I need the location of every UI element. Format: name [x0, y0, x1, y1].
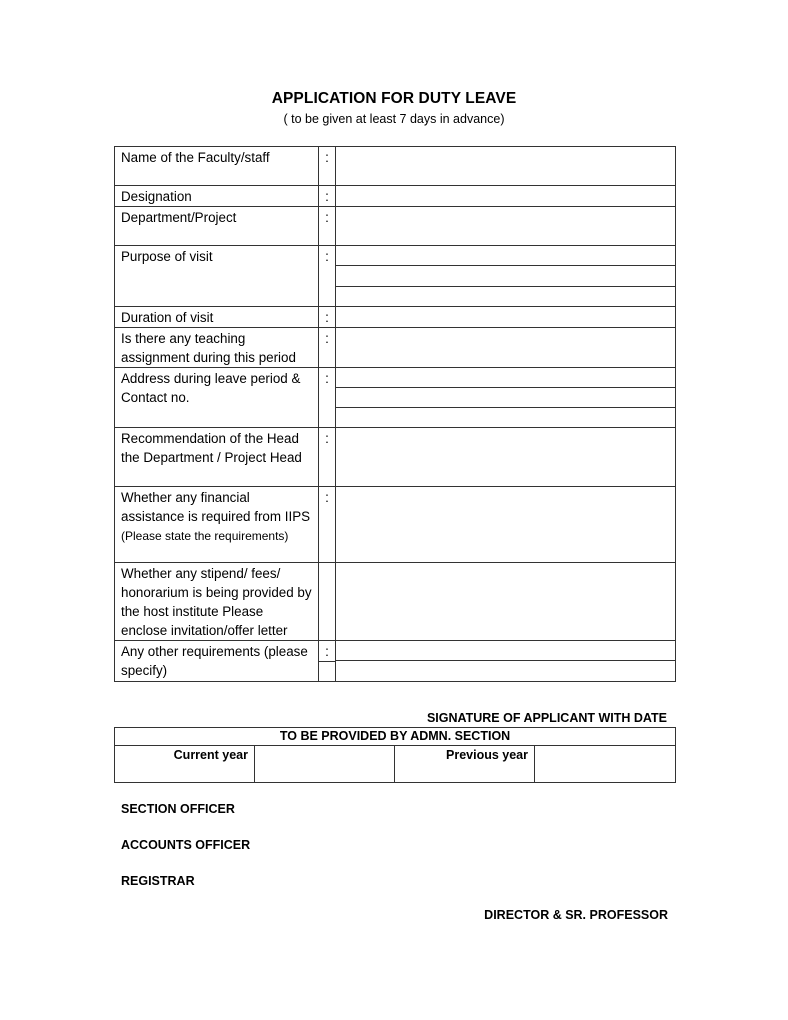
colon: :: [319, 147, 336, 186]
form-subtitle: ( to be given at least 7 days in advance): [283, 112, 505, 126]
label-faculty: Name of the Faculty/staff: [115, 147, 319, 186]
input-designation[interactable]: [336, 186, 676, 207]
label-teaching: Is there any teaching assignment during this period: [115, 328, 319, 368]
label-financial-iips: IIPS: [284, 509, 311, 524]
row-address: [115, 368, 676, 428]
colon-mark: :: [325, 644, 329, 659]
row-purpose: [115, 246, 676, 307]
row-department: [115, 207, 676, 246]
row-teaching: [115, 328, 676, 368]
input-other[interactable]: [336, 641, 676, 682]
section-officer: SECTION OFFICER: [121, 802, 235, 816]
row-faculty: [115, 147, 676, 186]
colon: :: [319, 428, 336, 487]
colon: :: [319, 487, 336, 563]
label-recommendation: Recommendation of the Head the Department / Project Head: [115, 428, 319, 487]
row-recommendation: [115, 428, 676, 487]
row-other: [115, 641, 676, 682]
current-year-input[interactable]: [255, 746, 395, 783]
label-financial-text: Whether any financial assistance is required from: [121, 490, 282, 524]
application-form-table: [114, 146, 676, 682]
row-financial: [115, 487, 676, 563]
admin-section-table: [114, 727, 676, 783]
input-recommendation[interactable]: [336, 428, 676, 487]
label-department: Department/Project: [115, 207, 319, 246]
colon: :: [319, 246, 336, 307]
director: DIRECTOR & SR. PROFESSOR: [484, 908, 668, 922]
accounts-officer: ACCOUNTS OFFICER: [121, 838, 251, 852]
colon-empty: [319, 563, 336, 641]
input-address[interactable]: [336, 368, 676, 428]
admin-heading: TO BE PROVIDED BY ADMN. SECTION: [115, 728, 676, 746]
input-department[interactable]: [336, 207, 676, 246]
input-faculty[interactable]: [336, 147, 676, 186]
label-purpose: Purpose of visit: [115, 246, 319, 307]
input-financial[interactable]: [336, 487, 676, 563]
registrar: REGISTRAR: [121, 874, 195, 888]
colon: :: [319, 207, 336, 246]
colon: :: [319, 186, 336, 207]
previous-year-input[interactable]: [535, 746, 676, 783]
colon: :: [319, 307, 336, 328]
row-designation: [115, 186, 676, 207]
previous-year-label: Previous year: [395, 746, 535, 783]
current-year-label: Current year: [115, 746, 255, 783]
input-duration[interactable]: [336, 307, 676, 328]
signature-label: SIGNATURE OF APPLICANT WITH DATE: [426, 711, 667, 725]
label-stipend: Whether any stipend/ fees/ honorarium is being provided by the host institute Please enclose invitation/offer letter: [115, 563, 319, 641]
label-financial-note: (Please state the requirements): [121, 529, 289, 543]
input-stipend[interactable]: [336, 563, 676, 641]
label-financial: [115, 487, 319, 563]
input-teaching[interactable]: [336, 328, 676, 368]
form-title: APPLICATION FOR DUTY LEAVE: [271, 90, 517, 107]
label-address: Address during leave period & Contact no.: [115, 368, 319, 428]
colon: [319, 641, 336, 682]
input-purpose[interactable]: [336, 246, 676, 307]
colon: :: [319, 368, 336, 428]
label-duration: Duration of visit: [115, 307, 319, 328]
label-designation: Designation: [115, 186, 319, 207]
label-other: Any other requirements (please specify): [115, 641, 319, 682]
colon: :: [319, 328, 336, 368]
row-duration: [115, 307, 676, 328]
row-stipend: [115, 563, 676, 641]
